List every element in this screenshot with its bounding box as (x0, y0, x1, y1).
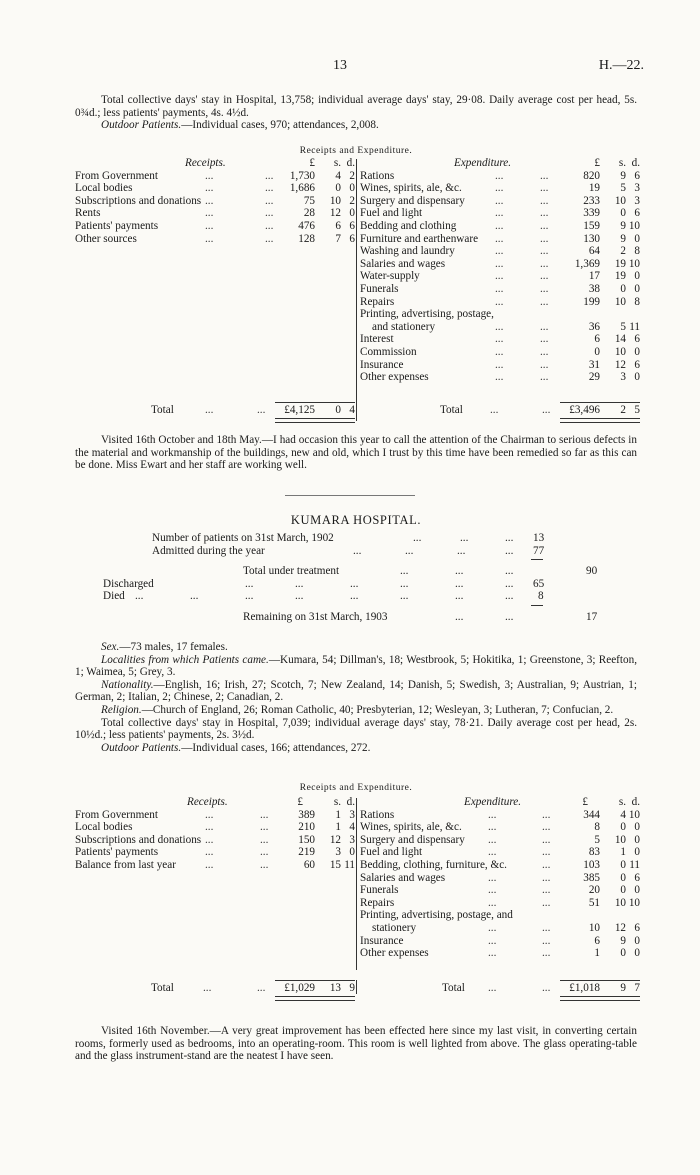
amount-s: 7 (335, 232, 341, 245)
amount-l: 38 (588, 282, 600, 295)
amount-s: 0 (620, 871, 626, 884)
amount-l: 36 (588, 320, 600, 333)
amount-d: 8 (634, 295, 640, 308)
amount-d: 0 (634, 371, 640, 384)
amount-l: 1 (594, 947, 600, 960)
amount-s: 19 (614, 257, 626, 270)
item-label: Surgery and dispensary (360, 194, 465, 207)
section-divider (285, 495, 415, 496)
receipts-expenditure-title-1: Receipts and Expenditure. (299, 146, 413, 156)
amount-l: 389 (298, 808, 315, 821)
receipt-row: Patients' payments ... ... 476 6 6 (75, 219, 355, 232)
receipts-header-1: Receipts. £ s. d. (185, 157, 355, 169)
amount-d: 6 (634, 207, 640, 220)
stay-line-2: Total collective days' stay in Hospital, 7,039; individual average days' stay, 78·21. Daily average cost per head, 2s. 10½d.; less patients' payments, 2s. 3½d. (75, 716, 637, 742)
item-label: Printing, advertising, postage, and (360, 909, 513, 922)
amount-l: 233 (583, 194, 600, 207)
expenditure-row: Wines, spirits, ale, &c. ... ... 8 0 0 (360, 821, 640, 834)
financial-table-2 (75, 796, 640, 976)
item-label: Other expenses (360, 371, 429, 384)
amount-s: 2 (620, 245, 626, 258)
amount-s: 1 (335, 821, 341, 834)
expenditure-row: Furniture and earthenware ... ... 130 9 0 (360, 232, 640, 245)
item-label: Local bodies (75, 182, 133, 195)
amount-d: 8 (634, 245, 640, 258)
item-label: Funerals (360, 282, 399, 295)
amount-l: 75 (303, 194, 315, 207)
amount-l: 5 (594, 833, 600, 846)
receipts-column-1 (75, 157, 355, 245)
amount-d: 3 (349, 833, 355, 846)
amount-d: 0 (349, 846, 355, 859)
expenditure-row: Insurance ... ... 6 9 0 (360, 934, 640, 947)
receipt-row: Local bodies ... ... 210 1 4 (75, 821, 355, 834)
receipt-row: Local bodies ... ... 1,686 0 0 (75, 182, 355, 195)
item-label: Surgery and dispensary (360, 833, 465, 846)
amount-d: 10 (628, 257, 640, 270)
amount-l: 19 (588, 182, 600, 195)
item-label: Subscriptions and donations (75, 833, 202, 846)
expenditure-row: Other expenses ... ... 29 3 0 (360, 371, 640, 384)
amount-d: 6 (349, 219, 355, 232)
amount-l: 17 (588, 270, 600, 283)
amount-s: 0 (620, 282, 626, 295)
item-label: Washing and laundry (360, 245, 455, 258)
expenditure-row: Surgery and dispensary ... ... 5 10 0 (360, 833, 640, 846)
item-label: Wines, spirits, ale, &c. (360, 182, 462, 195)
receipts-header-2: Receipts. £ s. d. (187, 796, 355, 808)
amount-s: 12 (329, 207, 341, 220)
expenditure-total-2: Total ... ... £1,018 9 7 (442, 982, 640, 994)
amount-d: 10 (628, 808, 640, 821)
amount-s: 0 (620, 858, 626, 871)
amount-s: 0 (620, 207, 626, 220)
amount-l: 29 (588, 371, 600, 384)
visit-paragraph-2: Visited 16th November.—A very great improvement has been effected here since my last visit, in converting certain rooms, formerly used as bedrooms, into an operating-room. This room is well lighted from above. The glass operating-table and the glass instrument-stand are the neatest I have seen. (75, 1025, 637, 1063)
amount-d: 3 (634, 182, 640, 195)
expenditure-row: Funerals ... ... 38 0 0 (360, 282, 640, 295)
item-label: Funerals (360, 884, 399, 897)
document-reference: H.—22. (598, 58, 644, 73)
receipts-total-1: Total ... ... £4,125 0 4 (151, 404, 355, 416)
amount-l: 10 (588, 921, 600, 934)
expenditure-row: Salaries and wages ... ... 1,369 19 10 (360, 257, 640, 270)
amount-l: 64 (588, 245, 600, 258)
amount-s: 10 (329, 194, 341, 207)
amount-s: 10 (614, 194, 626, 207)
amount-s: 12 (329, 833, 341, 846)
amount-l: 51 (588, 896, 600, 909)
expenditure-row: Interest ... ... 6 14 6 (360, 333, 640, 346)
item-label: Patients' payments (75, 219, 159, 232)
amount-d: 10 (628, 219, 640, 232)
outdoor-patients-1: Outdoor Patients.—Individual cases, 970; attendances, 2,008. (101, 119, 379, 132)
amount-d: 6 (634, 871, 640, 884)
nationality-line: Nationality.—English, 16; Irish, 27; Scotch, 7; New Zealand, 14; Danish, 5; Swedish, 3; Australian, 9; Austrian, 1; German, 2; Italian, 2; Chinese, 2; Canadian, 2. (75, 678, 637, 704)
page-number: 13 (333, 58, 347, 73)
amount-d: 2 (349, 194, 355, 207)
amount-d: 0 (634, 934, 640, 947)
item-label: Balance from last year (75, 858, 176, 871)
expenditure-row: Funerals ... ... 20 0 0 (360, 884, 640, 897)
expenditure-column-2 (360, 796, 640, 960)
religion-line: Religion.—Church of England, 26; Roman Catholic, 40; Presbyterian, 12; Wesleyan, 3; Lutheran, 7; Confucian, 2. (101, 703, 614, 716)
amount-d: 0 (349, 207, 355, 220)
expenditure-row: stationery ... ... 10 12 6 (372, 921, 640, 934)
amount-s: 0 (620, 884, 626, 897)
item-label: Patients' payments (75, 846, 159, 859)
amount-s: 6 (335, 219, 341, 232)
receipt-row: Rents ... ... 28 12 0 (75, 207, 355, 220)
item-label: Bedding and clothing (360, 219, 457, 232)
amount-d: 6 (634, 358, 640, 371)
expenditure-total-1: Total ... ... £3,496 2 5 (440, 404, 640, 416)
amount-s: 5 (620, 182, 626, 195)
amount-d: 4 (349, 821, 355, 834)
item-label: Water-supply (360, 270, 420, 283)
amount-d: 6 (634, 333, 640, 346)
amount-l: 820 (583, 169, 600, 182)
amount-l: 150 (298, 833, 315, 846)
receipt-row: Patients' payments ... ... 219 3 0 (75, 846, 355, 859)
amount-l: 339 (583, 207, 600, 220)
amount-l: 28 (303, 207, 315, 220)
page-header (0, 60, 700, 76)
outdoor-patients-2: Outdoor Patients.—Individual cases, 166; attendances, 272. (101, 741, 371, 754)
item-label: Other sources (75, 232, 137, 245)
amount-d: 11 (629, 858, 640, 871)
patient-statistics (75, 532, 637, 624)
amount-s: 12 (614, 921, 626, 934)
amount-d: 3 (349, 808, 355, 821)
amount-l: 385 (583, 871, 600, 884)
expenditure-row (360, 308, 640, 321)
amount-l: 219 (298, 846, 315, 859)
stat-discharged: Discharged ... ... ... ... ... ... 65 (103, 577, 545, 590)
item-label: Fuel and light (360, 207, 423, 220)
amount-l: 1,686 (289, 182, 315, 195)
expenditure-column-1 (360, 157, 640, 384)
item-label: Interest (360, 333, 394, 346)
amount-s: 9 (620, 169, 626, 182)
amount-d: 6 (634, 169, 640, 182)
amount-s: 1 (335, 808, 341, 821)
amount-l: 1,730 (289, 169, 315, 182)
expenditure-row: Washing and laundry ... ... 64 2 8 (360, 245, 640, 258)
amount-d: 0 (349, 182, 355, 195)
expenditure-row (360, 909, 640, 922)
receipt-row: Subscriptions and donations ... ... 75 10 2 (75, 194, 355, 207)
amount-l: 1,369 (574, 257, 600, 270)
expenditure-row: Bedding and clothing ... ... 159 9 10 (360, 219, 640, 232)
amount-s: 3 (335, 846, 341, 859)
kumara-hospital-title: KUMARA HOSPITAL. (290, 513, 422, 527)
item-label: From Government (75, 808, 158, 821)
item-label: Printing, advertising, postage, (360, 308, 494, 321)
expenditure-row: Repairs ... ... 51 10 10 (360, 896, 640, 909)
amount-s: 14 (614, 333, 626, 346)
item-label: Other expenses (360, 947, 429, 960)
table-divider-2 (356, 798, 357, 970)
amount-d: 0 (634, 345, 640, 358)
stat-total-under-treatment: Total under treatment ... ... ... 90 (243, 565, 598, 578)
amount-l: 103 (583, 858, 600, 871)
amount-d: 0 (634, 947, 640, 960)
amount-l: 159 (583, 219, 600, 232)
item-label: Wines, spirits, ale, &c. (360, 821, 462, 834)
item-label: Insurance (360, 934, 404, 947)
expenditure-row: Water-supply ... ... 17 19 0 (360, 270, 640, 283)
expenditure-row: and stationery ... ... 36 5 11 (372, 320, 640, 333)
amount-s: 10 (614, 345, 626, 358)
amount-s: 0 (620, 821, 626, 834)
amount-s: 9 (620, 934, 626, 947)
amount-s: 19 (614, 270, 626, 283)
expenditure-row: Commission ... ... 0 10 0 (360, 345, 640, 358)
expenditure-row: Repairs ... ... 199 10 8 (360, 295, 640, 308)
expenditure-row: Bedding, clothing, furniture, &c. ... 103 0 11 (360, 858, 640, 871)
amount-l: 60 (303, 858, 315, 871)
stat-died: Died ... ... ... ... ... ... ... ... 8 (103, 590, 544, 603)
amount-s: 3 (620, 371, 626, 384)
expenditure-row: Surgery and dispensary ... ... 233 10 3 (360, 194, 640, 207)
expenditure-row: Rations ... ... 344 4 10 (360, 808, 640, 821)
amount-l: 6 (594, 333, 600, 346)
amount-l: 20 (588, 884, 600, 897)
amount-d: 2 (349, 169, 355, 182)
amount-s: 0 (620, 947, 626, 960)
amount-s: 4 (335, 169, 341, 182)
amount-l: 6 (594, 934, 600, 947)
amount-l: 0 (594, 345, 600, 358)
amount-l: 199 (583, 295, 600, 308)
receipt-row: Other sources ... ... 128 7 6 (75, 232, 355, 245)
item-label: Fuel and light (360, 846, 423, 859)
amount-d: 11 (344, 858, 355, 871)
expenditure-row: Wines, spirits, ale, &c. ... ... 19 5 3 (360, 182, 640, 195)
receipt-row: From Government ... ... 389 1 3 (75, 808, 355, 821)
receipt-row: From Government ... ... 1,730 4 2 (75, 169, 355, 182)
amount-d: 0 (634, 232, 640, 245)
expenditure-row: Insurance ... ... 31 12 6 (360, 358, 640, 371)
receipt-row: Balance from last year ... ... 60 15 11 (75, 858, 355, 871)
item-label: From Government (75, 169, 158, 182)
item-label: Furniture and earthenware (360, 232, 479, 245)
item-label: Subscriptions and donations (75, 194, 202, 207)
amount-s: 0 (335, 182, 341, 195)
expenditure-row: Fuel and light ... ... 83 1 0 (360, 846, 640, 859)
item-label: Commission (360, 345, 417, 358)
stat-on-31-march-1902: Number of patients on 31st March, 1902 ... ... ... 13 (152, 532, 545, 544)
amount-d: 10 (628, 896, 640, 909)
kumara-details (75, 641, 637, 754)
totals-row-1 (75, 404, 640, 418)
item-label: Repairs (360, 295, 395, 308)
amount-d: 11 (629, 320, 640, 333)
amount-d: 3 (634, 194, 640, 207)
receipts-expenditure-title-2: Receipts and Expenditure. (299, 783, 413, 793)
expenditure-row: Fuel and light ... ... 339 0 6 (360, 207, 640, 220)
expenditure-row: Salaries and wages ... ... 385 0 6 (360, 871, 640, 884)
stat-remaining: Remaining on 31st March, 1903 ... ... 17 (243, 610, 598, 623)
amount-d: 0 (634, 833, 640, 846)
amount-l: 128 (298, 232, 315, 245)
amount-s: 9 (620, 219, 626, 232)
financial-table-1 (75, 157, 640, 427)
amount-d: 0 (634, 270, 640, 283)
expenditure-header-2: Expenditure. £ s. d. (464, 796, 640, 808)
amount-l: 344 (583, 808, 600, 821)
amount-l: 31 (588, 358, 600, 371)
totals-row-2 (75, 982, 640, 996)
item-label: Salaries and wages (360, 871, 446, 884)
amount-d: 6 (634, 921, 640, 934)
amount-d: 6 (349, 232, 355, 245)
receipt-row: Subscriptions and donations ... ... 150 12 3 (75, 833, 355, 846)
amount-s: 1 (620, 846, 626, 859)
amount-l: 476 (298, 219, 315, 232)
item-label: Repairs (360, 896, 395, 909)
receipts-total-2: Total ... ... £1,029 13 9 (151, 982, 355, 994)
amount-d: 0 (634, 821, 640, 834)
table-divider-1 (356, 159, 357, 421)
item-label: Bedding, clothing, furniture, &c. (360, 858, 507, 871)
amount-s: 4 (620, 808, 626, 821)
amount-s: 5 (620, 320, 626, 333)
amount-l: 130 (583, 232, 600, 245)
amount-s: 10 (614, 896, 626, 909)
item-label: and stationery (372, 320, 436, 333)
sex-line: Sex.—73 males, 17 females. (101, 641, 228, 653)
receipts-column-2 (75, 796, 355, 872)
expenditure-header-1: Expenditure. £ s. d. (454, 157, 640, 169)
amount-d: 0 (634, 884, 640, 897)
expenditure-row: Other expenses ... ... 1 0 0 (360, 947, 640, 960)
amount-s: 10 (614, 833, 626, 846)
amount-d: 0 (634, 846, 640, 859)
item-label: Rations (360, 169, 395, 182)
item-label: Local bodies (75, 821, 133, 834)
amount-d: 0 (634, 282, 640, 295)
item-label: Rents (75, 207, 101, 220)
stat-admitted: Admitted during the year ... ... ... ... 77 (152, 544, 545, 557)
amount-s: 10 (614, 295, 626, 308)
item-label: Insurance (360, 358, 404, 371)
amount-s: 9 (620, 232, 626, 245)
item-label: Rations (360, 808, 395, 821)
expenditure-row: Rations ... ... 820 9 6 (360, 169, 640, 182)
amount-l: 83 (588, 846, 600, 859)
item-label: stationery (372, 921, 417, 934)
visit-paragraph-1: Visited 16th October and 18th May.—I had occasion this year to call the attention of the Chairman to serious defects in the material and workmanship of the buildings, new and old, which I trust by this time have been remedied so far as this can be done. Miss Ewart and her staff are working well. (75, 434, 637, 472)
item-label: Salaries and wages (360, 257, 446, 270)
amount-l: 210 (298, 821, 315, 834)
stay-paragraph-1: Total collective days' stay in Hospital, 13,758; individual average days' stay, 29·08. Daily average cost per head, 5s. 0¾d.; less patients' payments, 4s. 4½d. Outdoor Patients.—Individual cases, 970; attendances, 2,008. (75, 94, 637, 132)
amount-s: 12 (614, 358, 626, 371)
amount-s: 15 (329, 858, 341, 871)
amount-l: 8 (594, 821, 600, 834)
localities-line: Localities from which Patients came.—Kumara, 54; Dillman's, 18; Westbrook, 5; Hokitika, 1; Greenstone, 3; Reefton, 1; Waimea, 5; Grey, 3. (75, 653, 638, 679)
